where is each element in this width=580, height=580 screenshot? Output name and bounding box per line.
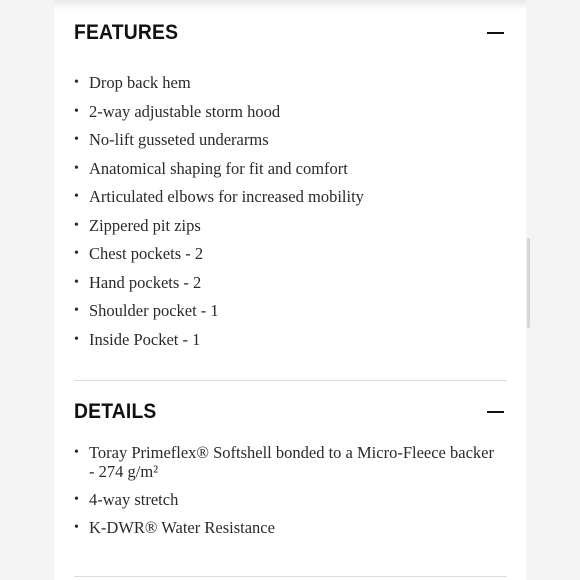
list-item — [74, 216, 507, 235]
details-title: DETAILS — [74, 400, 157, 423]
list-item-text: 2-way adjustable storm hood — [89, 101, 281, 121]
details-header[interactable] — [74, 397, 507, 427]
list-item-text: K-DWR® Water Resistance — [89, 518, 275, 537]
details-section — [74, 397, 507, 537]
bullet-icon: • — [74, 331, 79, 347]
product-info-panel — [54, 0, 526, 580]
list-item-text: 4-way stretch — [89, 490, 179, 509]
bullet-icon: • — [74, 445, 79, 460]
features-list — [74, 73, 507, 349]
list-item-text: No-lift gusseted underarms — [89, 130, 269, 149]
section-divider — [74, 576, 507, 577]
features-title: FEATURES — [74, 21, 179, 44]
bullet-icon: • — [74, 246, 79, 261]
list-item — [74, 518, 507, 537]
bullet-icon: • — [74, 492, 79, 507]
list-item-text: Chest pockets - 2 — [89, 244, 204, 263]
top-shadow — [54, 0, 526, 10]
bullet-icon: • — [74, 520, 79, 535]
list-item-text: Anatomical shaping for fit and comfort — [89, 158, 348, 178]
list-item — [74, 490, 507, 509]
list-item — [74, 244, 507, 263]
section-divider — [74, 380, 507, 381]
details-collapse-button[interactable] — [487, 403, 505, 421]
bullet-icon: • — [74, 132, 79, 147]
list-item — [74, 102, 507, 121]
bullet-icon: • — [74, 189, 79, 204]
details-list — [74, 443, 507, 537]
bullet-icon: • — [74, 217, 79, 233]
features-section — [74, 18, 507, 349]
list-item — [74, 130, 507, 149]
list-item — [74, 330, 507, 349]
list-item-text: Articulated elbows for increased mobility — [89, 187, 364, 206]
list-item — [74, 301, 507, 320]
features-collapse-button[interactable] — [487, 24, 505, 42]
list-item-text: Shoulder pocket - 1 — [89, 301, 219, 320]
bullet-icon: • — [74, 303, 79, 318]
list-item — [74, 73, 507, 92]
minus-icon — [487, 32, 504, 34]
bullet-icon: • — [74, 103, 79, 119]
list-item — [74, 273, 507, 292]
features-header[interactable] — [74, 18, 507, 48]
list-item-text: Hand pockets - 2 — [89, 272, 202, 292]
list-item-text: Toray Primeflex® Softshell bonded to a Micro-Fleece backer - 274 g/m² — [89, 443, 494, 481]
bullet-icon: • — [74, 160, 79, 176]
list-item-text: Inside Pocket - 1 — [89, 329, 201, 349]
list-item-text: Drop back hem — [89, 73, 191, 92]
list-item-text: Zippered pit zips — [89, 215, 201, 235]
minus-icon — [487, 411, 504, 413]
list-item — [74, 187, 507, 206]
list-item — [74, 159, 507, 178]
bullet-icon: • — [74, 75, 79, 90]
bullet-icon: • — [74, 274, 79, 290]
list-item — [74, 443, 507, 481]
vertical-scrollbar[interactable] — [527, 238, 530, 328]
